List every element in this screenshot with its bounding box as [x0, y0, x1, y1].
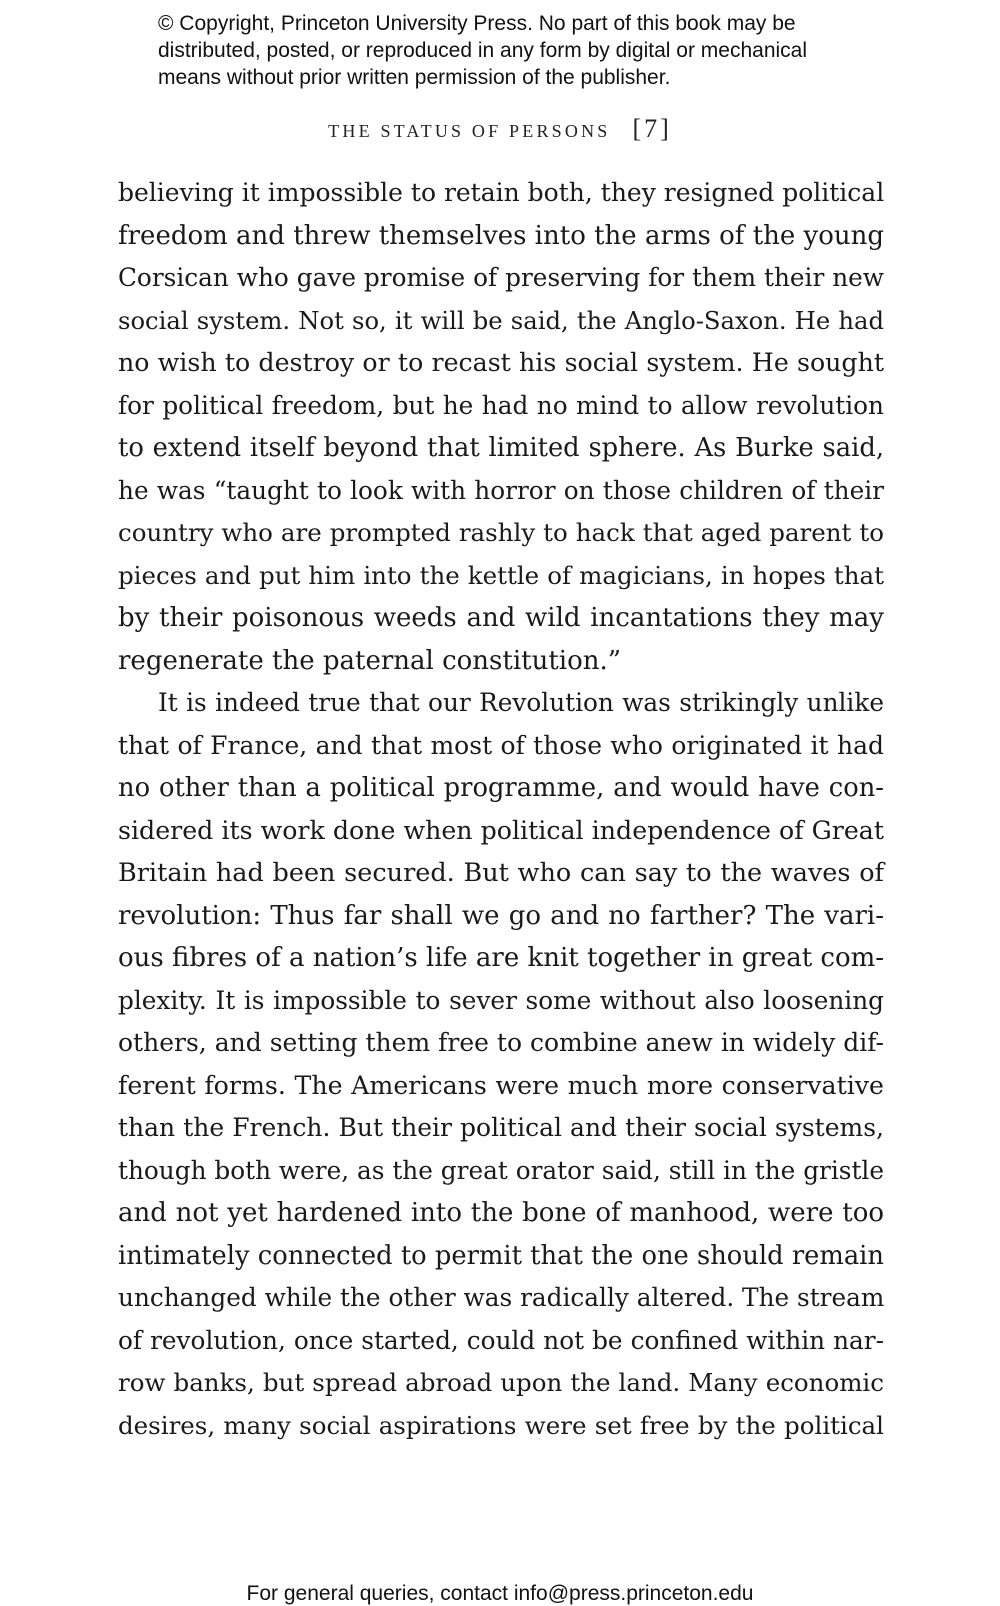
text-line: no wish to destroy or to recast his social system. He sought: [118, 348, 884, 377]
text-line: Corsican who gave promise of preserving for them their new: [118, 263, 884, 292]
paragraph-1: [118, 172, 884, 682]
text-line: of revolution, once started, could not be confined within nar-: [118, 1325, 884, 1355]
text-line: he was “taught to look with horror on those children of their: [118, 475, 884, 505]
text-line: ferent forms. The Americans were much more conservative: [118, 1070, 884, 1100]
copyright-line: © Copyright, Princeton University Press. No part of this book may be: [158, 12, 796, 35]
text-line: sidered its work done when political independence of Great: [118, 815, 884, 845]
text-line: intimately connected to permit that the one should remain: [118, 1240, 884, 1271]
text-line: to extend itself beyond that limited sphere. As Burke said,: [118, 433, 884, 463]
text-line: for political freedom, but he had no mind to allow revolution: [118, 390, 884, 420]
text-line: no other than a political programme, and would have con-: [118, 773, 884, 803]
copyright-line: means without prior written permission of the publisher.: [158, 66, 671, 89]
text-line: unchanged while the other was radically altered. The stream: [118, 1283, 885, 1312]
text-line: revolution: Thus far shall we go and no farther? The vari-: [118, 900, 884, 931]
paragraph-2: [118, 682, 884, 1447]
text-line: desires, many social aspirations were set free by the political: [118, 1410, 884, 1440]
text-line: regenerate the paternal constitution.”: [118, 645, 622, 676]
copyright-line: distributed, posted, or reproduced in any form by digital or mechanical: [158, 39, 808, 62]
text-line: believing it impossible to retain both, they resigned political: [118, 178, 885, 207]
text-line: plexity. It is impossible to sever some without also loosening: [118, 985, 884, 1015]
copyright-notice: [158, 10, 878, 91]
text-line: ous fibres of a nation’s life are knit together in great com-: [118, 943, 885, 973]
running-title: THE STATUS OF PERSONS: [328, 121, 611, 141]
text-line: It is indeed true that our Revolution was strikingly unlike: [158, 688, 884, 717]
text-line: freedom and threw themselves into the arms of the young: [118, 220, 885, 251]
footer-contact: For general queries, contact info@press.princeton.edu: [246, 1582, 754, 1605]
page-number: [7]: [632, 114, 672, 143]
text-line: by their poisonous weeds and wild incantations they may: [118, 603, 884, 633]
text-line: row banks, but spread abroad upon the land. Many economic: [118, 1368, 884, 1397]
text-line: Britain had been secured. But who can say to the waves of: [118, 858, 884, 888]
text-line: that of France, and that most of those who originated it had: [118, 730, 884, 760]
body-text: [118, 172, 884, 1447]
text-line: pieces and put him into the kettle of magicians, in hopes that: [118, 560, 884, 590]
text-line: social system. Not so, it will be said, the Anglo-Saxon. He had: [118, 305, 884, 335]
text-line: and not yet hardened into the bone of manhood, were too: [118, 1198, 884, 1228]
running-head: [0, 114, 1000, 144]
text-line: country who are prompted rashly to hack that aged parent to: [118, 518, 884, 547]
text-line: others, and setting them free to combine anew in widely dif-: [118, 1028, 884, 1057]
text-line: though both were, as the great orator said, still in the gristle: [118, 1155, 884, 1185]
text-line: than the French. But their political and their social systems,: [118, 1113, 884, 1142]
